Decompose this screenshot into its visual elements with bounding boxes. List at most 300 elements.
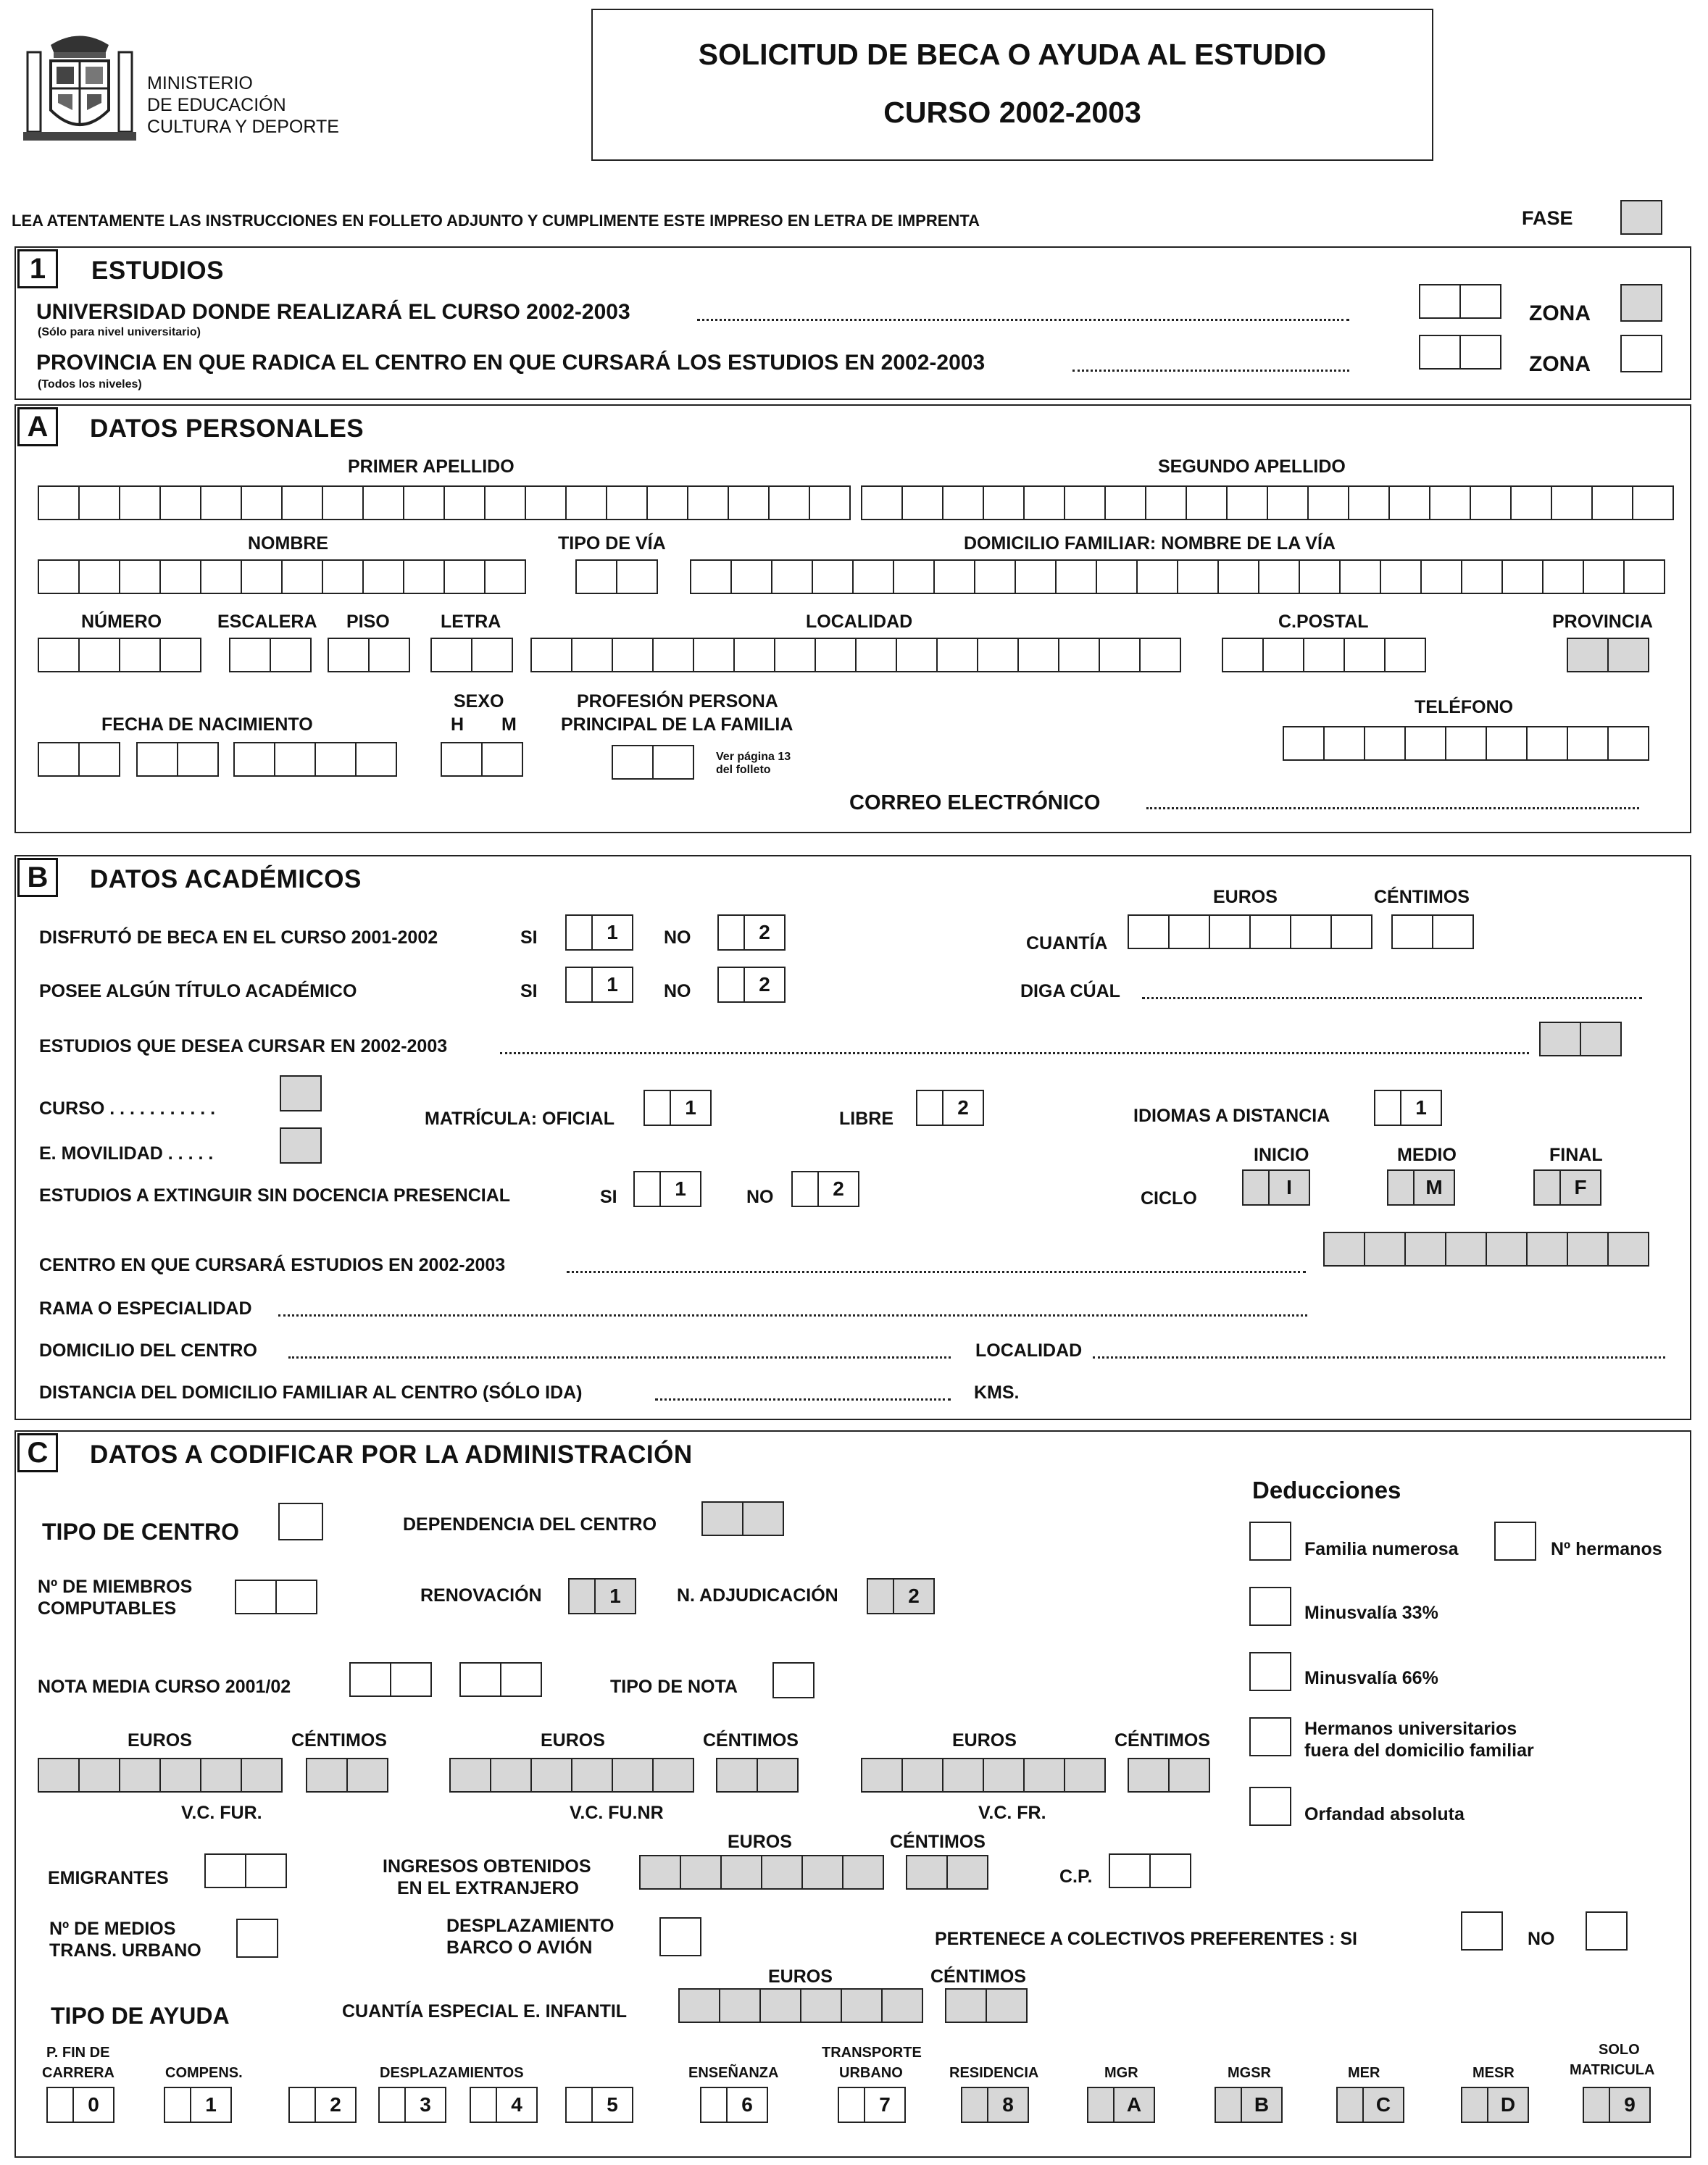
char-cell[interactable] (1607, 726, 1649, 761)
universidad-code-field[interactable] (1419, 284, 1501, 319)
char-cell[interactable] (1128, 914, 1170, 949)
char-cell[interactable] (1104, 485, 1146, 520)
char-cell[interactable] (390, 1662, 432, 1697)
char-cell[interactable] (1209, 914, 1251, 949)
char-cell[interactable] (1023, 485, 1065, 520)
char-cell[interactable] (159, 485, 201, 520)
zona-box-2[interactable] (1620, 335, 1662, 372)
checkbox-mark-cell[interactable] (961, 2087, 988, 2123)
char-cell[interactable] (768, 485, 810, 520)
char-cell[interactable] (200, 559, 242, 594)
char-cell[interactable] (936, 638, 978, 672)
char-cell[interactable] (471, 638, 513, 672)
char-cell[interactable] (1526, 1232, 1568, 1267)
checkbox-mark-cell[interactable] (643, 1090, 671, 1126)
centro-dotted-line[interactable] (567, 1271, 1306, 1273)
char-cell[interactable] (1017, 638, 1059, 672)
char-cell[interactable] (1299, 559, 1341, 594)
char-cell[interactable] (983, 485, 1025, 520)
char-cell[interactable] (977, 638, 1019, 672)
char-cell[interactable] (443, 485, 486, 520)
char-cell[interactable] (1055, 559, 1097, 594)
ayuda-mesr-checkbox[interactable] (1461, 2087, 1529, 2123)
char-cell[interactable] (716, 1758, 758, 1793)
vc-fur-euros-field[interactable] (38, 1758, 283, 1793)
ciclo-final-checkbox[interactable] (1533, 1169, 1601, 1206)
ciclo-inicio-checkbox[interactable] (1242, 1169, 1310, 1206)
char-cell[interactable] (1323, 726, 1365, 761)
checkbox-mark-cell[interactable] (633, 1171, 661, 1207)
telefono-field[interactable] (1283, 726, 1649, 761)
checkbox-mark-cell[interactable] (1387, 1169, 1415, 1206)
char-cell[interactable] (612, 745, 654, 780)
checkbox-mark-cell[interactable] (568, 1578, 596, 1614)
char-cell[interactable] (229, 638, 271, 672)
char-cell[interactable] (441, 742, 483, 777)
char-cell[interactable] (270, 638, 312, 672)
char-cell[interactable] (612, 1758, 654, 1793)
checkbox-mark-cell[interactable] (791, 1171, 819, 1207)
char-cell[interactable] (1461, 559, 1503, 594)
char-cell[interactable] (983, 1758, 1025, 1793)
char-cell[interactable] (119, 485, 161, 520)
char-cell[interactable] (1217, 559, 1259, 594)
char-cell[interactable] (1109, 1853, 1151, 1888)
char-cell[interactable] (906, 1855, 948, 1890)
vc-funr-centimos-field[interactable] (716, 1758, 799, 1793)
ayuda-desplaz-4-checkbox[interactable] (470, 2087, 538, 2123)
char-cell[interactable] (349, 1662, 391, 1697)
char-cell[interactable] (38, 1758, 80, 1793)
checkbox-mark-cell[interactable] (565, 967, 593, 1003)
vc-funr-euros-field[interactable] (449, 1758, 694, 1793)
medios-box[interactable] (236, 1919, 278, 1958)
char-cell[interactable] (449, 1758, 491, 1793)
char-cell[interactable] (1064, 1758, 1106, 1793)
char-cell[interactable] (1429, 485, 1471, 520)
char-cell[interactable] (1290, 914, 1332, 949)
char-cell[interactable] (612, 638, 654, 672)
char-cell[interactable] (530, 638, 572, 672)
char-cell[interactable] (1501, 559, 1544, 594)
char-cell[interactable] (571, 1758, 613, 1793)
char-cell[interactable] (1283, 726, 1325, 761)
char-cell[interactable] (1607, 1232, 1649, 1267)
char-cell[interactable] (728, 485, 770, 520)
char-cell[interactable] (274, 742, 316, 777)
char-cell[interactable] (484, 559, 526, 594)
ayuda-compens-checkbox[interactable] (164, 2087, 232, 2123)
tipo-nota-box[interactable] (772, 1662, 815, 1698)
provincia-code-field[interactable] (1419, 335, 1501, 370)
char-cell[interactable] (742, 1501, 784, 1536)
orfandad-box[interactable] (1249, 1787, 1291, 1826)
char-cell[interactable] (1058, 638, 1100, 672)
char-cell[interactable] (687, 485, 729, 520)
minusvalia-66-box[interactable] (1249, 1652, 1291, 1691)
char-cell[interactable] (1526, 726, 1568, 761)
fecha-anio-field[interactable] (233, 742, 397, 777)
char-cell[interactable] (1419, 284, 1461, 319)
checkbox-mark-cell[interactable] (867, 1578, 894, 1614)
checkbox-mark-cell[interactable] (1215, 2087, 1242, 2123)
centro-code-field[interactable] (1323, 1232, 1649, 1267)
posee-no-checkbox[interactable] (717, 967, 786, 1003)
char-cell[interactable] (680, 1855, 722, 1890)
char-cell[interactable] (459, 1662, 501, 1697)
minusvalia-33-box[interactable] (1249, 1587, 1291, 1626)
ayuda-solo-matricula-checkbox[interactable] (1583, 2087, 1651, 2123)
checkbox-mark-cell[interactable] (838, 2087, 865, 2123)
correo-dotted-line[interactable] (1146, 807, 1639, 809)
char-cell[interactable] (235, 1580, 277, 1614)
char-cell[interactable] (233, 742, 275, 777)
vc-fur-centimos-field[interactable] (306, 1758, 388, 1793)
char-cell[interactable] (78, 742, 120, 777)
ciclo-medio-checkbox[interactable] (1387, 1169, 1455, 1206)
char-cell[interactable] (606, 485, 648, 520)
char-cell[interactable] (1404, 1232, 1446, 1267)
char-cell[interactable] (1459, 335, 1501, 370)
char-cell[interactable] (78, 485, 120, 520)
char-cell[interactable] (1580, 1022, 1622, 1056)
char-cell[interactable] (245, 1853, 287, 1888)
localidad-field[interactable] (530, 638, 1181, 672)
domicilio-centro-dotted-line[interactable] (288, 1356, 951, 1359)
char-cell[interactable] (730, 559, 772, 594)
n-hermanos-box[interactable] (1494, 1522, 1536, 1561)
char-cell[interactable] (525, 485, 567, 520)
char-cell[interactable] (1542, 559, 1584, 594)
char-cell[interactable] (719, 1988, 761, 2023)
char-cell[interactable] (842, 1855, 884, 1890)
profesion-field[interactable] (612, 745, 694, 780)
segundo-apellido-field[interactable] (861, 485, 1674, 520)
letra-field[interactable] (430, 638, 513, 672)
checkbox-mark-cell[interactable] (164, 2087, 191, 2123)
checkbox-mark-cell[interactable] (1461, 2087, 1488, 2123)
char-cell[interactable] (78, 638, 120, 672)
disfruto-si-checkbox[interactable] (565, 914, 633, 951)
char-cell[interactable] (1486, 726, 1528, 761)
char-cell[interactable] (852, 559, 894, 594)
char-cell[interactable] (942, 1758, 984, 1793)
char-cell[interactable] (430, 638, 472, 672)
char-cell[interactable] (1591, 485, 1633, 520)
char-cell[interactable] (204, 1853, 246, 1888)
dependencia-field[interactable] (701, 1501, 784, 1536)
char-cell[interactable] (646, 485, 688, 520)
matricula-oficial-checkbox[interactable] (643, 1090, 712, 1126)
familia-numerosa-box[interactable] (1249, 1522, 1291, 1561)
char-cell[interactable] (855, 638, 897, 672)
char-cell[interactable] (1262, 638, 1304, 672)
char-cell[interactable] (490, 1758, 532, 1793)
char-cell[interactable] (177, 742, 219, 777)
estudios-cursar-dotted-line[interactable] (500, 1052, 1529, 1054)
char-cell[interactable] (774, 638, 816, 672)
char-cell[interactable] (690, 559, 732, 594)
adjudicacion-checkbox[interactable] (867, 1578, 935, 1614)
idiomas-checkbox[interactable] (1374, 1090, 1442, 1126)
checkbox-mark-cell[interactable] (717, 914, 745, 951)
char-cell[interactable] (986, 1988, 1028, 2023)
ingresos-centimos-field[interactable] (906, 1855, 988, 1890)
char-cell[interactable] (1445, 726, 1487, 761)
char-cell[interactable] (1364, 1232, 1406, 1267)
char-cell[interactable] (565, 485, 607, 520)
tipo-centro-box[interactable] (278, 1503, 323, 1540)
char-cell[interactable] (815, 638, 857, 672)
char-cell[interactable] (759, 1988, 801, 2023)
char-cell[interactable] (652, 638, 694, 672)
char-cell[interactable] (1149, 1853, 1191, 1888)
char-cell[interactable] (974, 559, 1016, 594)
cuantia-especial-centimos-field[interactable] (945, 1988, 1028, 2023)
char-cell[interactable] (200, 1758, 242, 1793)
numero-field[interactable] (38, 638, 201, 672)
checkbox-mark-cell[interactable] (46, 2087, 74, 2123)
char-cell[interactable] (945, 1988, 987, 2023)
char-cell[interactable] (720, 1855, 762, 1890)
char-cell[interactable] (443, 559, 486, 594)
checkbox-mark-cell[interactable] (1583, 2087, 1610, 2123)
checkbox-mark-cell[interactable] (700, 2087, 728, 2123)
char-cell[interactable] (38, 559, 80, 594)
char-cell[interactable] (893, 559, 935, 594)
checkbox-mark-cell[interactable] (378, 2087, 406, 2123)
fecha-dia-field[interactable] (38, 742, 120, 777)
char-cell[interactable] (1384, 638, 1426, 672)
ayuda-pfin-checkbox[interactable] (46, 2087, 114, 2123)
char-cell[interactable] (1539, 1022, 1581, 1056)
char-cell[interactable] (771, 559, 813, 594)
fecha-mes-field[interactable] (136, 742, 219, 777)
char-cell[interactable] (1339, 559, 1381, 594)
primer-apellido-field[interactable] (38, 485, 851, 520)
char-cell[interactable] (1404, 726, 1446, 761)
matricula-libre-checkbox[interactable] (916, 1090, 984, 1126)
char-cell[interactable] (1177, 559, 1219, 594)
char-cell[interactable] (757, 1758, 799, 1793)
char-cell[interactable] (942, 485, 984, 520)
char-cell[interactable] (801, 1855, 843, 1890)
piso-field[interactable] (328, 638, 410, 672)
miembros-field[interactable] (235, 1580, 317, 1614)
char-cell[interactable] (639, 1855, 681, 1890)
char-cell[interactable] (530, 1758, 572, 1793)
char-cell[interactable] (1583, 559, 1625, 594)
char-cell[interactable] (275, 1580, 317, 1614)
hermanos-universitarios-box[interactable] (1249, 1717, 1291, 1756)
char-cell[interactable] (881, 1988, 923, 2023)
char-cell[interactable] (159, 559, 201, 594)
checkbox-mark-cell[interactable] (1087, 2087, 1115, 2123)
char-cell[interactable] (78, 559, 120, 594)
char-cell[interactable] (1267, 485, 1309, 520)
char-cell[interactable] (38, 638, 80, 672)
char-cell[interactable] (1136, 559, 1178, 594)
char-cell[interactable] (322, 559, 364, 594)
char-cell[interactable] (1551, 485, 1593, 520)
desplazamiento-box[interactable] (659, 1917, 701, 1956)
char-cell[interactable] (1632, 485, 1674, 520)
nota-media-entera-field[interactable] (349, 1662, 432, 1697)
char-cell[interactable] (119, 1758, 161, 1793)
tipo-via-field[interactable] (575, 559, 658, 594)
char-cell[interactable] (800, 1988, 842, 2023)
char-cell[interactable] (946, 1855, 988, 1890)
cuantia-euros-field[interactable] (1128, 914, 1372, 949)
char-cell[interactable] (812, 559, 854, 594)
char-cell[interactable] (1186, 485, 1228, 520)
ingresos-euros-field[interactable] (639, 1855, 884, 1890)
char-cell[interactable] (1432, 914, 1474, 949)
checkbox-mark-cell[interactable] (916, 1090, 943, 1126)
char-cell[interactable] (1419, 335, 1461, 370)
ayuda-desplaz-3-checkbox[interactable] (378, 2087, 446, 2123)
char-cell[interactable] (761, 1855, 803, 1890)
checkbox-mark-cell[interactable] (1533, 1169, 1561, 1206)
checkbox-mark-cell[interactable] (565, 914, 593, 951)
char-cell[interactable] (571, 638, 613, 672)
char-cell[interactable] (1099, 638, 1141, 672)
char-cell[interactable] (362, 485, 404, 520)
domicilio-field[interactable] (690, 559, 1665, 594)
posee-si-checkbox[interactable] (565, 967, 633, 1003)
char-cell[interactable] (1222, 638, 1264, 672)
char-cell[interactable] (119, 559, 161, 594)
fase-box[interactable] (1620, 200, 1662, 235)
cuantia-especial-euros-field[interactable] (678, 1988, 923, 2023)
char-cell[interactable] (38, 485, 80, 520)
char-cell[interactable] (403, 485, 445, 520)
char-cell[interactable] (616, 559, 658, 594)
zona-box-1[interactable] (1620, 284, 1662, 322)
char-cell[interactable] (693, 638, 735, 672)
vc-fr-euros-field[interactable] (861, 1758, 1106, 1793)
char-cell[interactable] (733, 638, 775, 672)
sexo-field[interactable] (441, 742, 523, 777)
char-cell[interactable] (136, 742, 178, 777)
char-cell[interactable] (678, 1988, 720, 2023)
char-cell[interactable] (1015, 559, 1057, 594)
char-cell[interactable] (1258, 559, 1300, 594)
disfruto-no-checkbox[interactable] (717, 914, 786, 951)
renovacion-checkbox[interactable] (568, 1578, 636, 1614)
checkbox-mark-cell[interactable] (1336, 2087, 1364, 2123)
char-cell[interactable] (1486, 1232, 1528, 1267)
ayuda-transporte-checkbox[interactable] (838, 2087, 906, 2123)
ayuda-mer-checkbox[interactable] (1336, 2087, 1404, 2123)
char-cell[interactable] (38, 742, 80, 777)
char-cell[interactable] (500, 1662, 542, 1697)
rama-dotted-line[interactable] (278, 1314, 1307, 1317)
localidad-centro-dotted-line[interactable] (1093, 1356, 1665, 1359)
checkbox-mark-cell[interactable] (1242, 1169, 1270, 1206)
char-cell[interactable] (159, 638, 201, 672)
char-cell[interactable] (355, 742, 397, 777)
char-cell[interactable] (1128, 1758, 1170, 1793)
char-cell[interactable] (241, 485, 283, 520)
char-cell[interactable] (403, 559, 445, 594)
char-cell[interactable] (1249, 914, 1291, 949)
char-cell[interactable] (368, 638, 410, 672)
estudios-cursar-code-field[interactable] (1539, 1022, 1622, 1056)
cp-field[interactable] (1109, 1853, 1191, 1888)
char-cell[interactable] (575, 559, 617, 594)
char-cell[interactable] (652, 745, 694, 780)
char-cell[interactable] (1420, 559, 1462, 594)
char-cell[interactable] (896, 638, 938, 672)
char-cell[interactable] (1344, 638, 1386, 672)
movilidad-box[interactable] (280, 1127, 322, 1164)
char-cell[interactable] (1364, 726, 1406, 761)
checkbox-mark-cell[interactable] (717, 967, 745, 1003)
char-cell[interactable] (200, 485, 242, 520)
char-cell[interactable] (901, 1758, 943, 1793)
checkbox-mark-cell[interactable] (1374, 1090, 1401, 1126)
char-cell[interactable] (1303, 638, 1345, 672)
cpostal-field[interactable] (1222, 638, 1426, 672)
char-cell[interactable] (1623, 559, 1665, 594)
char-cell[interactable] (306, 1758, 348, 1793)
nota-media-decimal-field[interactable] (459, 1662, 542, 1697)
char-cell[interactable] (241, 1758, 283, 1793)
char-cell[interactable] (328, 638, 370, 672)
char-cell[interactable] (1388, 485, 1430, 520)
char-cell[interactable] (841, 1988, 883, 2023)
char-cell[interactable] (1567, 726, 1609, 761)
char-cell[interactable] (1323, 1232, 1365, 1267)
ayuda-desplaz-2-checkbox[interactable] (288, 2087, 357, 2123)
char-cell[interactable] (1226, 485, 1268, 520)
diga-cual-dotted-line[interactable] (1142, 997, 1642, 999)
char-cell[interactable] (346, 1758, 388, 1793)
char-cell[interactable] (861, 1758, 903, 1793)
char-cell[interactable] (809, 485, 851, 520)
char-cell[interactable] (481, 742, 523, 777)
char-cell[interactable] (1445, 1232, 1487, 1267)
checkbox-mark-cell[interactable] (565, 2087, 593, 2123)
char-cell[interactable] (1348, 485, 1390, 520)
char-cell[interactable] (281, 559, 323, 594)
char-cell[interactable] (1459, 284, 1501, 319)
char-cell[interactable] (78, 1758, 120, 1793)
ayuda-residencia-checkbox[interactable] (961, 2087, 1029, 2123)
char-cell[interactable] (281, 485, 323, 520)
char-cell[interactable] (119, 638, 161, 672)
char-cell[interactable] (652, 1758, 694, 1793)
char-cell[interactable] (1607, 638, 1649, 672)
char-cell[interactable] (901, 485, 943, 520)
char-cell[interactable] (322, 485, 364, 520)
char-cell[interactable] (933, 559, 975, 594)
vc-fr-centimos-field[interactable] (1128, 1758, 1210, 1793)
char-cell[interactable] (1307, 485, 1349, 520)
checkbox-mark-cell[interactable] (470, 2087, 497, 2123)
char-cell[interactable] (1391, 914, 1433, 949)
char-cell[interactable] (1023, 1758, 1065, 1793)
emigrantes-field[interactable] (204, 1853, 287, 1888)
char-cell[interactable] (1168, 914, 1210, 949)
char-cell[interactable] (861, 485, 903, 520)
curso-box[interactable] (280, 1075, 322, 1111)
provincia-field[interactable] (1567, 638, 1649, 672)
char-cell[interactable] (1168, 1758, 1210, 1793)
char-cell[interactable] (1567, 1232, 1609, 1267)
char-cell[interactable] (314, 742, 357, 777)
